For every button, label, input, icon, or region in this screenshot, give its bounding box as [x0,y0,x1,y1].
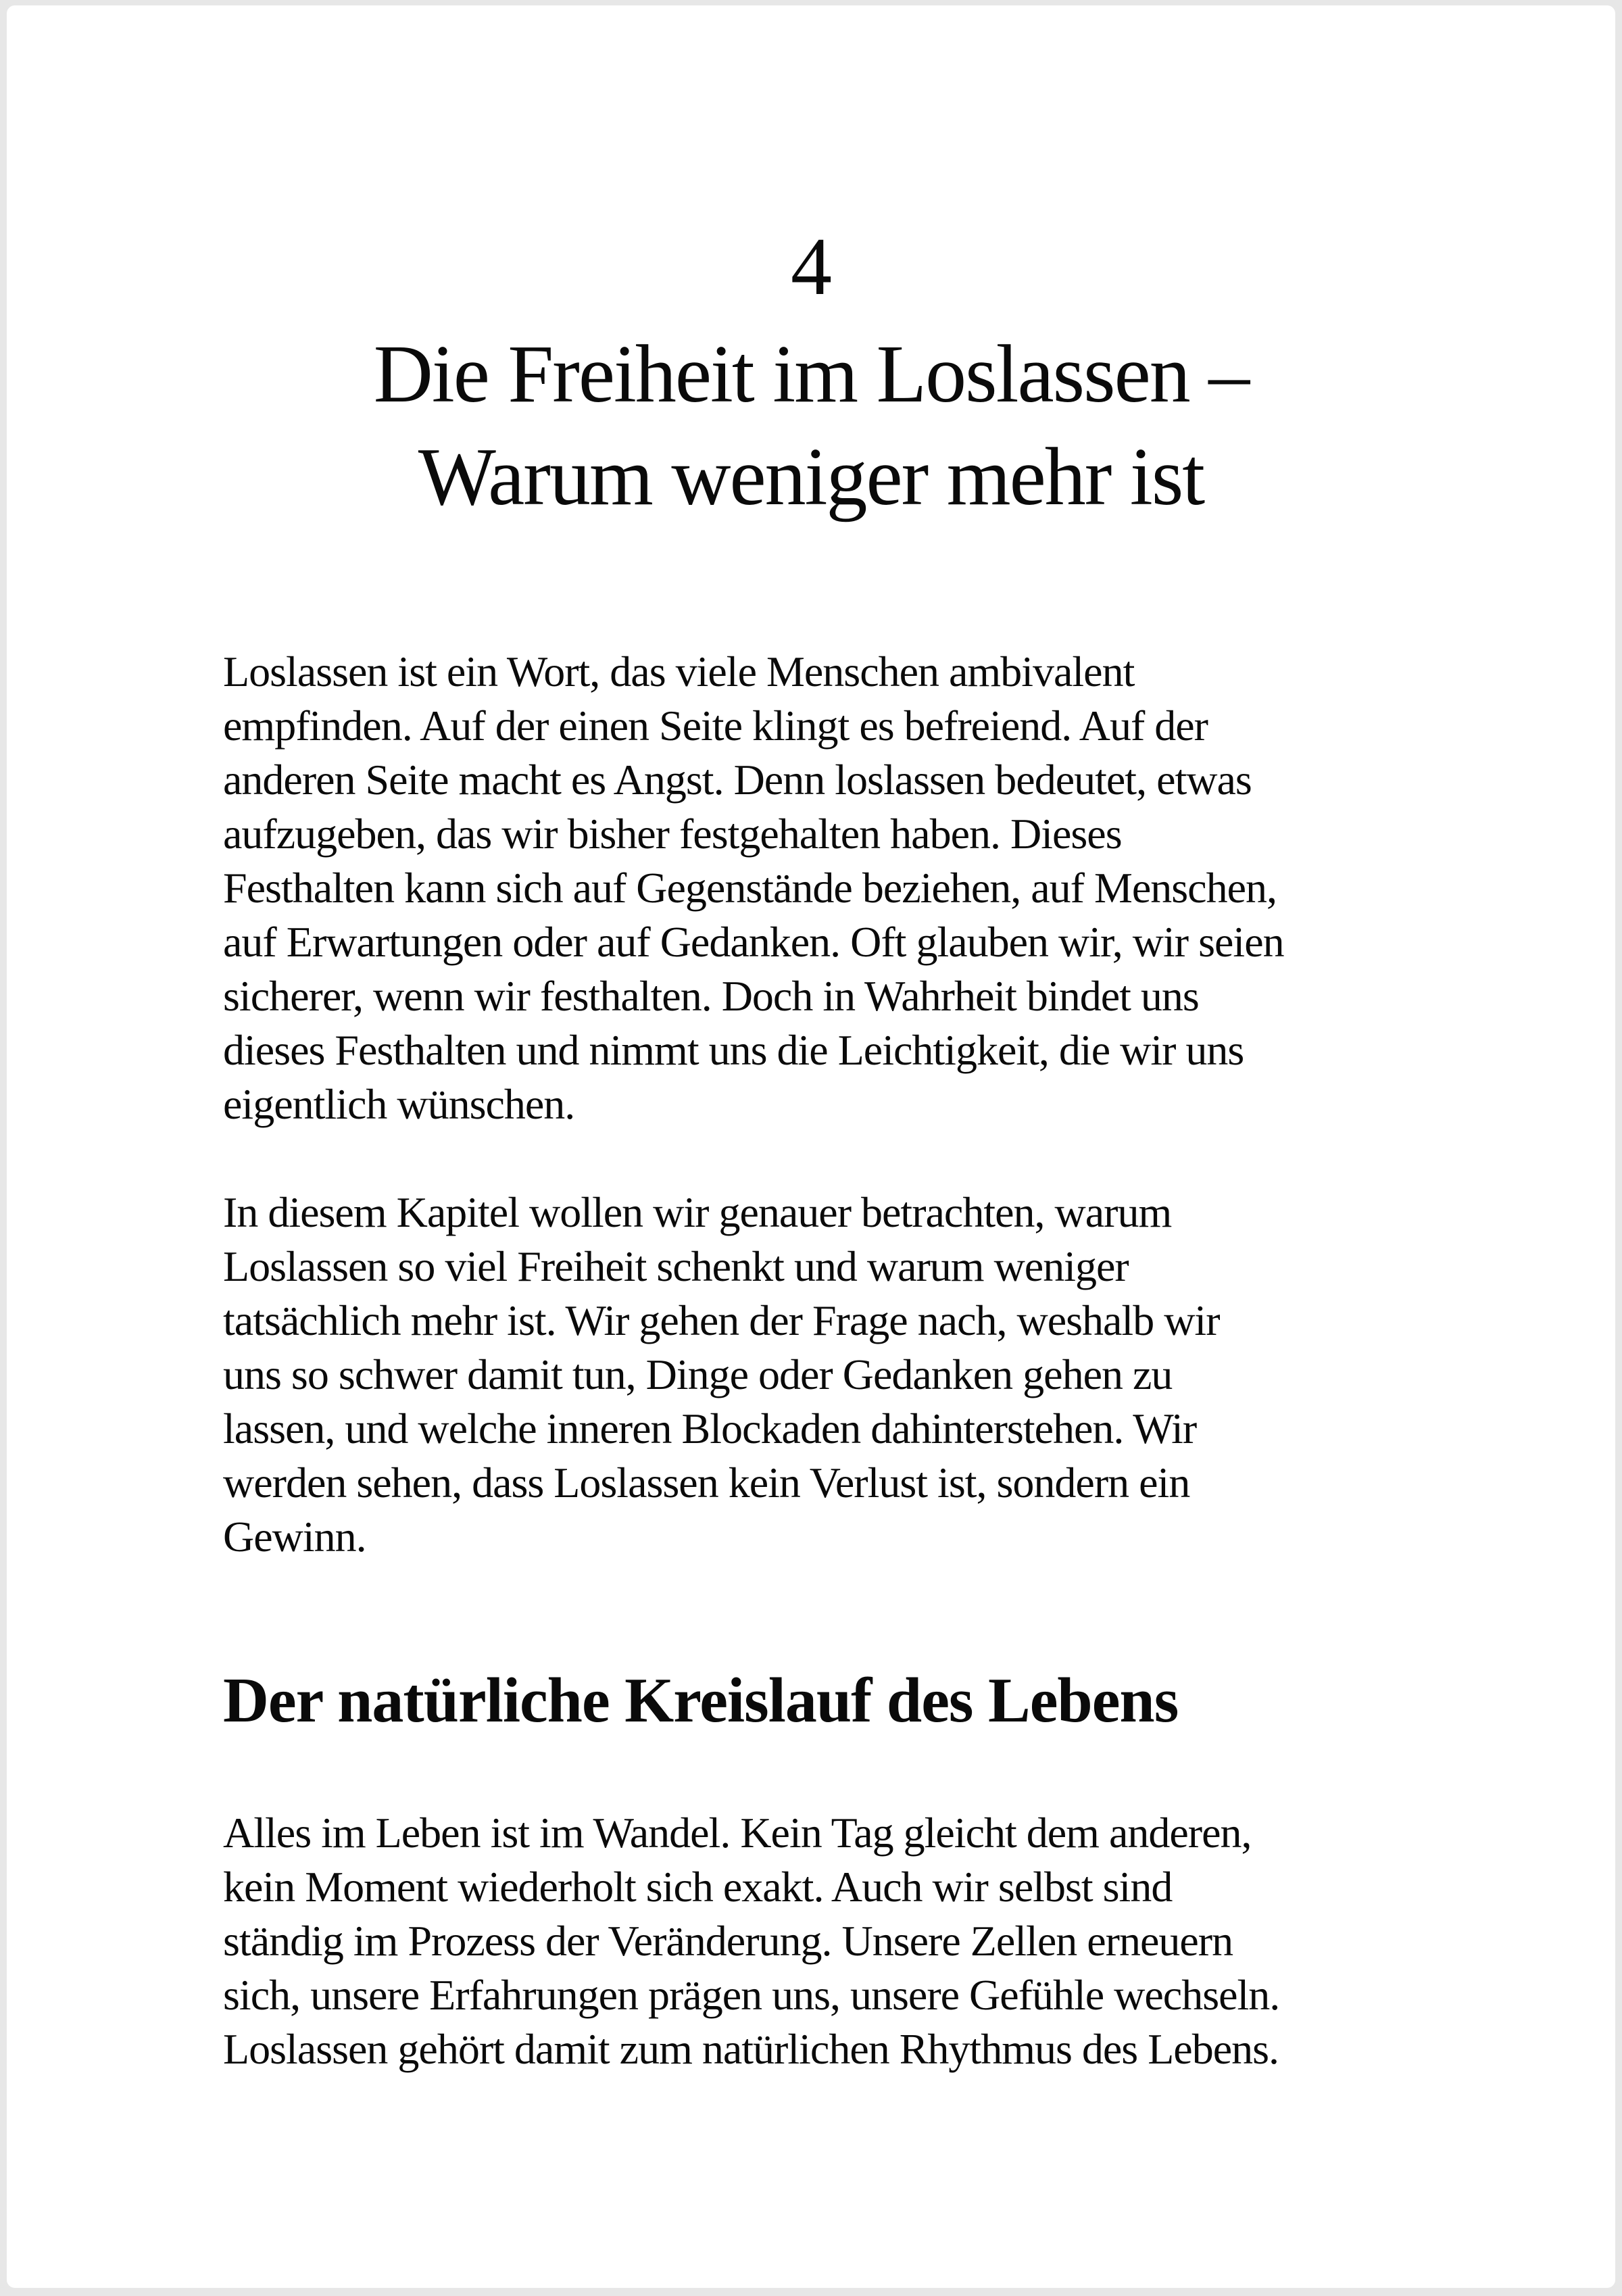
chapter-number: 4 [791,221,831,312]
chapter-title [223,323,1399,529]
text-line: anderen Seite macht es Angst. Denn loslassen bedeutet, etwas [223,756,1252,804]
section-heading: Der natürliche Kreislauf des Lebens [223,1665,1179,1736]
text-line: Festhalten kann sich auf Gegenstände beziehen, auf Menschen, [223,864,1277,912]
text-line: eigentlich wünschen. [223,1080,575,1128]
text-line: tatsächlich mehr ist. Wir gehen der Frage nach, weshalb wir [223,1296,1220,1344]
text-line: sicherer, wenn wir festhalten. Doch in Wahrheit bindet uns [223,972,1199,1020]
text-line: auf Erwartungen oder auf Gedanken. Oft glauben wir, wir seien [223,918,1284,966]
text-line: sich, unsere Erfahrungen prägen uns, unsere Gefühle wechseln. [223,1971,1280,2019]
text-line: Gewinn. [223,1513,366,1561]
text-line: ständig im Prozess der Veränderung. Unsere Zellen erneuern [223,1917,1233,1965]
book-page [7,5,1615,2288]
text-line: Alles im Leben ist im Wandel. Kein Tag gleicht dem anderen, [223,1809,1252,1857]
text-line: kein Moment wiederholt sich exakt. Auch wir selbst sind [223,1863,1173,1911]
page-content [7,5,1615,2076]
text-line: empfinden. Auf der einen Seite klingt es befreiend. Auf der [223,702,1208,750]
text-line: uns so schwer damit tun, Dinge oder Gedanken gehen zu [223,1350,1173,1398]
paragraph-2 [223,1186,1399,1564]
text-line: In diesem Kapitel wollen wir genauer betrachten, warum [223,1188,1172,1236]
text-line: Loslassen gehört damit zum natürlichen Rhythmus des Lebens. [223,2025,1279,2073]
text-line: werden sehen, dass Loslassen kein Verlust ist, sondern ein [223,1459,1190,1507]
text-line: dieses Festhalten und nimmt uns die Leichtigkeit, die wir uns [223,1026,1244,1074]
text-line: lassen, und welche inneren Blockaden dahinterstehen. Wir [223,1405,1197,1452]
chapter-title-line: Warum weniger mehr ist [418,431,1204,522]
text-line: Loslassen so viel Freiheit schenkt und warum weniger [223,1242,1129,1290]
chapter-title-line: Die Freiheit im Loslassen – [373,328,1249,420]
text-line: Loslassen ist ein Wort, das viele Menschen ambivalent [223,648,1135,695]
paragraph-3 [223,1806,1399,2076]
text-line: aufzugeben, das wir bisher festgehalten haben. Dieses [223,810,1122,858]
paragraph-1 [223,645,1399,1131]
